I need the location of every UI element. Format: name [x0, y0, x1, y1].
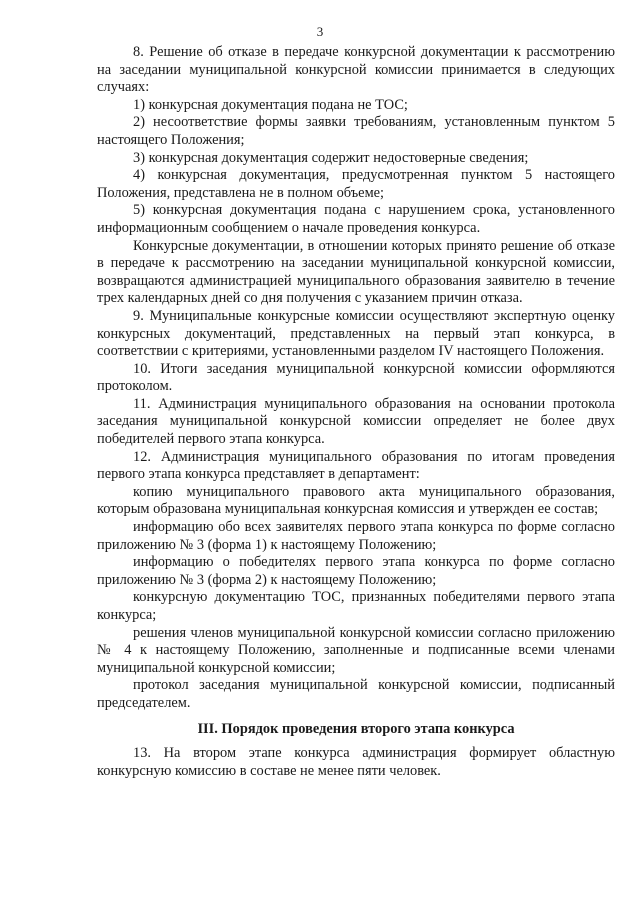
paragraph: Конкурсные документации, в отношении которых принято решение об отказе в передаче к рассмотрению на заседании муниципальной конкурсной комиссии, возвращаются администрацией муниципального образования заявителю в течение трех календарных дней со дня получения с указанием причин отказа. — [97, 237, 615, 307]
list-item: решения членов муниципальной конкурсной комиссии согласно приложению № 4 к настоящему Положению, заполненные и подписанные всеми членами муниципальной конкурсной комиссии; — [97, 624, 615, 676]
list-item: 5) конкурсная документация подана с нарушением срока, установленного информационным сообщением о начале проведения конкурса. — [97, 202, 615, 236]
paragraph: 13. На втором этапе конкурса администрация формирует областную конкурсную комиссию в составе не менее пяти человек. — [97, 745, 615, 779]
list-item: протокол заседания муниципальной конкурсной комиссии, подписанный председателем. — [97, 677, 615, 711]
document-body — [97, 44, 615, 780]
paragraph: 12. Администрация муниципального образования по итогам проведения первого этапа конкурса представляет в департамент: — [97, 448, 615, 483]
page-number: 3 — [316, 24, 324, 39]
list-item: 2) несоответствие формы заявки требованиям, установленным пунктом 5 настоящего Положения; — [97, 114, 615, 148]
list-item: информацию о победителях первого этапа конкурса по форме согласно приложению № 3 (форма 2) к настоящему Положению; — [97, 554, 615, 588]
paragraph: 8. Решение об отказе в передаче конкурсной документации к рассмотрению на заседании муниципальной конкурсной комиссии принимается в следующих случаях: — [97, 44, 615, 96]
list-item: 4) конкурсная документация, предусмотренная пунктом 5 настоящего Положения, представлена не в полном объеме; — [97, 167, 615, 201]
list-item: информацию обо всех заявителях первого этапа конкурса по форме согласно приложению № 3 (форма 1) к настоящему Положению; — [97, 519, 615, 553]
paragraph: 11. Администрация муниципального образования на основании протокола заседания муниципальной конкурсной комиссии определяет не более двух победителей первого этапа конкурса. — [97, 395, 615, 448]
section-heading: III. Порядок проведения второго этапа конкурса — [197, 720, 515, 737]
list-item: копию муниципального правового акта муниципального образования, которым образована муниципальная конкурсная комиссия и утвержден ее состав; — [97, 483, 615, 518]
list-item: 1) конкурсная документация подана не ТОС; — [133, 96, 408, 113]
list-item: конкурсную документацию ТОС, признанных победителями первого этапа конкурса; — [97, 589, 615, 623]
list-item: 3) конкурсная документация содержит недостоверные сведения; — [133, 149, 529, 166]
paragraph: 10. Итоги заседания муниципальной конкурсной комиссии оформляются протоколом. — [97, 360, 615, 395]
paragraph: 9. Муниципальные конкурсные комиссии осуществляют экспертную оценку конкурсных документаций, представленных на первый этап конкурса, в соответствии с критериями, установленными разделом IV настоящего Положения. — [97, 307, 615, 360]
